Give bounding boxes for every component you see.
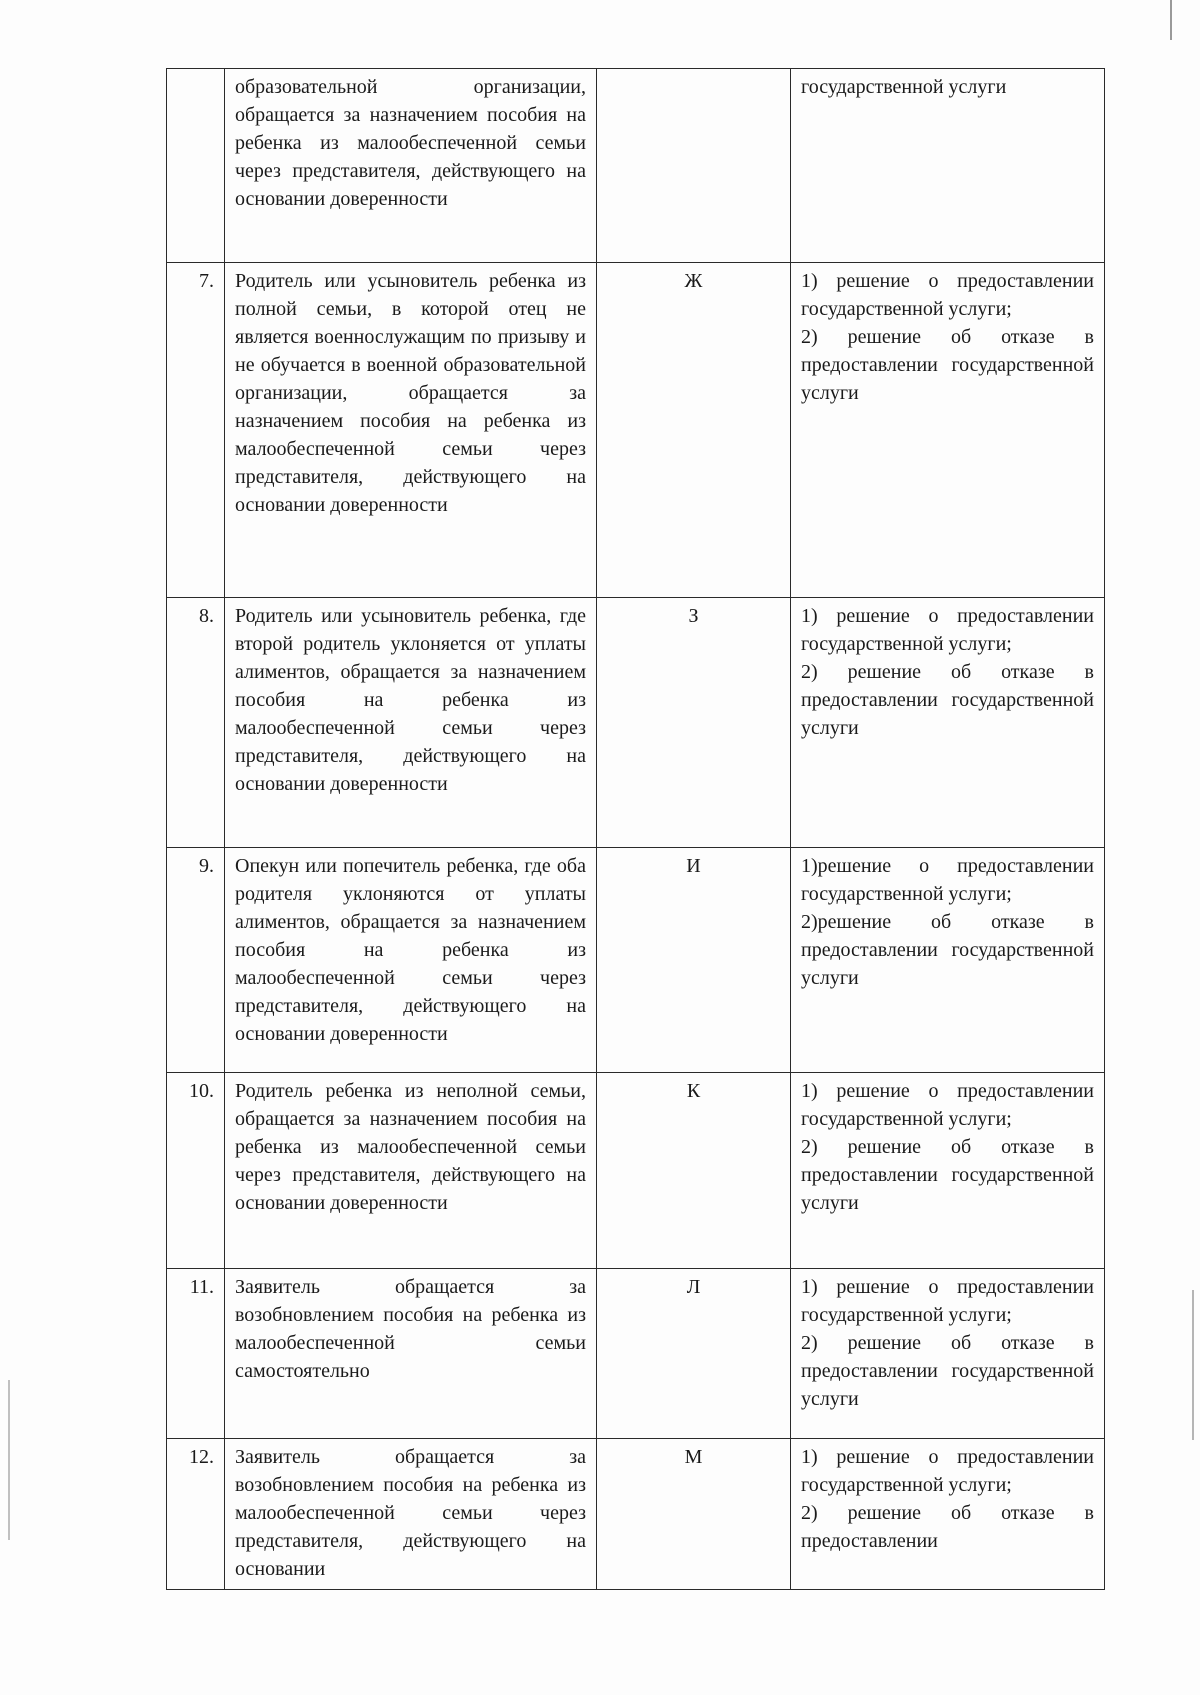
row-number: 12.: [167, 1439, 225, 1590]
applicant-description: [225, 263, 597, 598]
result-line: 2)решение об отказе в предоставлении государственной услуги: [801, 911, 1094, 989]
table-row: [167, 69, 1105, 263]
variant-code: З: [597, 598, 791, 848]
service-result: [791, 848, 1105, 1073]
service-result: [791, 69, 1105, 263]
scan-edge-mark: [8, 1380, 10, 1540]
result-line: 2) решение об отказе в предоставлении государственной услуги: [801, 1332, 1094, 1410]
table-row: [167, 848, 1105, 1073]
table-row: [167, 1073, 1105, 1269]
table-row: [167, 263, 1105, 598]
result-line: 2) решение об отказе в предоставлении государственной услуги: [801, 661, 1094, 739]
result-line: 1) решение о предоставлении государственной услуги;: [801, 1446, 1094, 1496]
applicant-description: [225, 598, 597, 848]
service-result: [791, 1269, 1105, 1439]
service-result: [791, 263, 1105, 598]
row-number: 8.: [167, 598, 225, 848]
description-text: образовательной организации, обращается за назначением пособия на ребенка из малообеспеченной семьи через представителя, действующего на основании доверенности: [235, 76, 586, 210]
table-row: [167, 1439, 1105, 1590]
variant-code: К: [597, 1073, 791, 1269]
variant-code: М: [597, 1439, 791, 1590]
applicant-description: [225, 1269, 597, 1439]
description-text: Опекун или попечитель ребенка, где оба родителя уклоняются от уплаты алиментов, обращается за назначением пособия на ребенка из малообеспеченной семьи через представителя, действующего на основании доверенности: [235, 855, 586, 1045]
table-row: [167, 598, 1105, 848]
result-line: 1) решение о предоставлении государственной услуги;: [801, 1080, 1094, 1130]
result-line: 1) решение о предоставлении государственной услуги;: [801, 270, 1094, 320]
applicant-description: [225, 69, 597, 263]
variant-code: [597, 69, 791, 263]
result-line: 2) решение об отказе в предоставлении государственной услуги: [801, 1136, 1094, 1214]
result-line: 1)решение о предоставлении государственной услуги;: [801, 855, 1094, 905]
description-text: Заявитель обращается за возобновлением пособия на ребенка из малообеспеченной семьи самостоятельно: [235, 1276, 586, 1382]
result-line: государственной услуги: [801, 76, 1007, 98]
description-text: Родитель или усыновитель ребенка, где второй родитель уклоняется от уплаты алиментов, обращается за назначением пособия на ребенка из малообеспеченной семьи через представителя, действующего на основании доверенности: [235, 605, 586, 795]
description-text: Заявитель обращается за возобновлением пособия на ребенка из малообеспеченной семьи через представителя, действующего на основании: [235, 1446, 586, 1580]
variant-code: И: [597, 848, 791, 1073]
applicant-description: [225, 1439, 597, 1590]
row-number: 7.: [167, 263, 225, 598]
result-line: 1) решение о предоставлении государственной услуги;: [801, 1276, 1094, 1326]
applicant-description: [225, 1073, 597, 1269]
scan-edge-mark: [1170, 0, 1172, 40]
row-number: 11.: [167, 1269, 225, 1439]
row-number: [167, 69, 225, 263]
row-number: 9.: [167, 848, 225, 1073]
variant-code: Ж: [597, 263, 791, 598]
description-text: Родитель или усыновитель ребенка из полной семьи, в которой отец не является военнослужащим по призыву и не обучается в военной образовательной организации, обращается за назначением пособия на ребенка из малообеспеченной семьи через представителя, действующего на основании доверенности: [235, 270, 586, 516]
applicant-description: [225, 848, 597, 1073]
description-text: Родитель ребенка из неполной семьи, обращается за назначением пособия на ребенка из малообеспеченной семьи через представителя, действующего на основании доверенности: [235, 1080, 586, 1214]
table-row: [167, 1269, 1105, 1439]
result-line: 2) решение об отказе в предоставлении государственной услуги: [801, 326, 1094, 404]
service-result: [791, 1073, 1105, 1269]
scan-edge-mark: [1192, 1290, 1194, 1440]
result-line: 2) решение об отказе в предоставлении: [801, 1502, 1094, 1552]
service-result: [791, 1439, 1105, 1590]
result-line: 1) решение о предоставлении государственной услуги;: [801, 605, 1094, 655]
row-number: 10.: [167, 1073, 225, 1269]
service-result: [791, 598, 1105, 848]
variant-code: Л: [597, 1269, 791, 1439]
services-table: [166, 68, 1105, 1590]
